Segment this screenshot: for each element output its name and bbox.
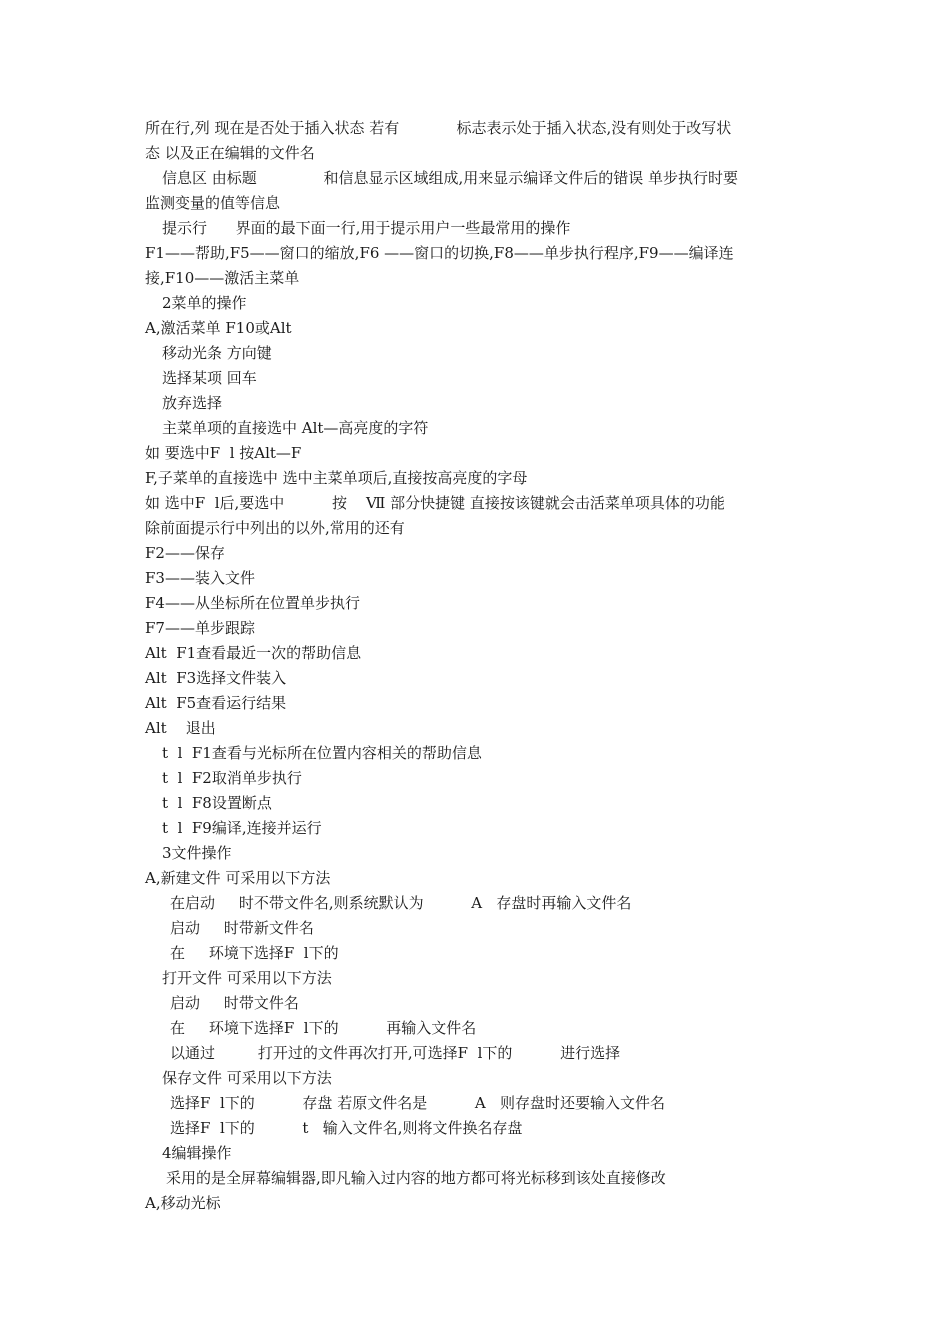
text-line: 态 以及正在编辑的文件名 <box>145 144 315 162</box>
text-line: 启动 时带文件名 <box>170 994 299 1012</box>
text-line: 主菜单项的直接选中 Alt—高亮度的字符 <box>162 419 429 437</box>
text-line: 所在行,列 现在是否处于插入状态 若有 标志表示处于插入状态,没有则处于改写状 <box>145 119 732 137</box>
text-line: F1——帮助,F5——窗口的缩放,F6 ——窗口的切换,F8——单步执行程序,F9——编译连 <box>145 244 734 262</box>
text-line: 信息区 由标题 和信息显示区域组成,用来显示编译文件后的错误 单步执行时要 <box>162 169 739 187</box>
text-line: 选择F l下的 存盘 若原文件名是 A 则存盘时还要输入文件名 <box>170 1094 666 1112</box>
text-line: F2——保存 <box>145 544 225 562</box>
text-line: 放弃选择 <box>162 394 223 412</box>
text-line: 提示行 界面的最下面一行,用于提示用户一些最常用的操作 <box>162 219 571 237</box>
text-line: 除前面提示行中列出的以外,常用的还有 <box>145 519 405 537</box>
text-line: t l F9编译,连接并运行 <box>162 819 322 837</box>
text-line: 接,F10——激活主菜单 <box>145 269 300 287</box>
text-line: 打开文件 可采用以下方法 <box>162 969 332 987</box>
text-line: A,激活菜单 F10或Alt <box>145 319 292 337</box>
text-line: t l F1查看与光标所在位置内容相关的帮助信息 <box>162 744 482 762</box>
text-line: 选择某项 回车 <box>162 369 257 387</box>
text-line: 选择F l下的 t 输入文件名,则将文件换名存盘 <box>170 1119 523 1137</box>
text-line: 如 选中F l后,要选中 按 Ⅶ 部分快捷键 直接按该键就会击活菜单项具体的功能 <box>145 494 725 512</box>
text-line: 在 环境下选择F l下的 <box>170 944 339 962</box>
text-line: t l F2取消单步执行 <box>162 769 302 787</box>
text-line: Alt 退出 <box>145 719 216 737</box>
text-line: F7——单步跟踪 <box>145 619 255 637</box>
text-line: F,子菜单的直接选中 选中主菜单项后,直接按高亮度的字母 <box>145 469 528 487</box>
section-heading: 2菜单的操作 <box>162 294 247 312</box>
text-line: t l F8设置断点 <box>162 794 272 812</box>
text-line: 在启动 时不带文件名,则系统默认为 A 存盘时再输入文件名 <box>170 894 632 912</box>
text-line: A,移动光标 <box>145 1194 221 1212</box>
text-line: 如 要选中F l 按Alt—F <box>145 444 302 462</box>
text-line: 监测变量的值等信息 <box>145 194 281 212</box>
section-heading: 3文件操作 <box>162 844 232 862</box>
text-line: 移动光条 方向键 <box>162 344 272 362</box>
text-line: F3——装入文件 <box>145 569 255 587</box>
text-line: Alt F5查看运行结果 <box>145 694 287 712</box>
text-line: F4——从坐标所在位置单步执行 <box>145 594 360 612</box>
section-heading: 4编辑操作 <box>162 1144 232 1162</box>
text-line: Alt F3选择文件装入 <box>145 669 287 687</box>
text-line: 启动 时带新文件名 <box>170 919 314 937</box>
text-line: A,新建文件 可采用以下方法 <box>145 869 331 887</box>
text-line: 保存文件 可采用以下方法 <box>162 1069 332 1087</box>
text-line: Alt F1查看最近一次的帮助信息 <box>145 644 362 662</box>
text-line: 在 环境下选择F l下的 再输入文件名 <box>170 1019 477 1037</box>
text-line: 采用的是全屏幕编辑器,即凡输入过内容的地方都可将光标移到该处直接修改 <box>166 1169 666 1187</box>
text-line: 以通过 打开过的文件再次打开,可选择F l下的 进行选择 <box>170 1044 621 1062</box>
